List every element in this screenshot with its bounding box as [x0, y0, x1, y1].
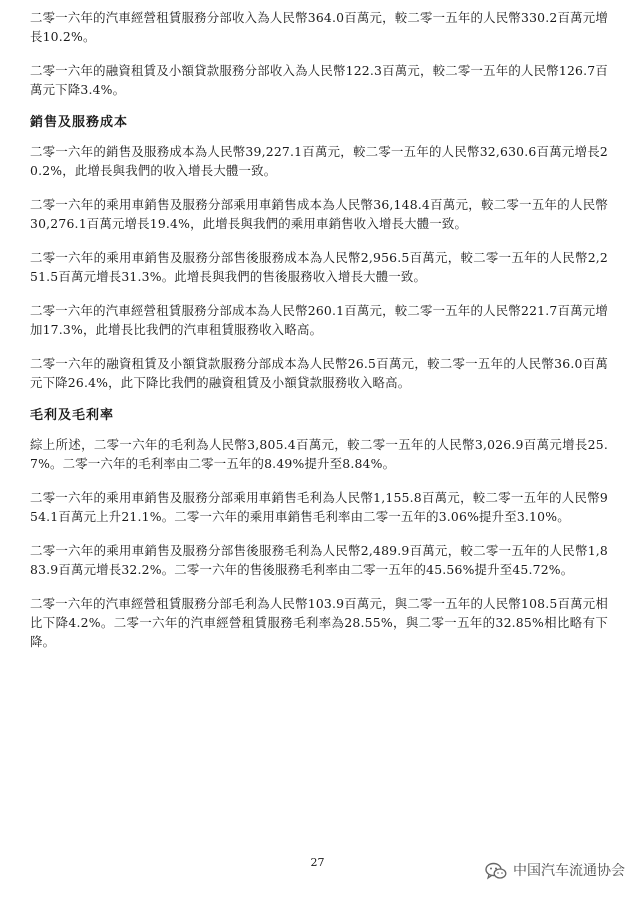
paragraph-cost-finance: 二零一六年的融資租賃及小額貸款服務分部成本為人民幣26.5百萬元，較二零一五年的人民幣36.0百萬元下降26.4%，此下降比我們的融資租賃及小額貸款服務收入略高。: [30, 356, 608, 390]
section-heading-margin: 毛利及毛利率: [30, 408, 115, 423]
paragraph-margin-aftersales: 二零一六年的乘用車銷售及服務分部售後服務毛利為人民幣2,489.9百萬元，較二零一五年的人民幣1,883.9百萬元增長32.2%。二零一六年的售後服務毛利率由二零一五年的45.56%提升至45.72%。: [30, 543, 608, 577]
paragraph-margin-total: 綜上所述，二零一六年的毛利為人民幣3,805.4百萬元，較二零一五年的人民幣3,026.9百萬元增長25.7%。二零一六年的毛利率由二零一五年的8.49%提升至8.84%。: [30, 437, 608, 471]
watermark-text: 中国汽车流通协会: [513, 863, 625, 879]
section-heading-cost: 銷售及服務成本: [30, 115, 129, 130]
paragraph-margin-leasing: 二零一六年的汽車經營租賃服務分部毛利為人民幣103.9百萬元，與二零一五年的人民幣108.5百萬元相比下降4.2%。二零一六年的汽車經營租賃服務毛利率為28.55%，與二零一五年的32.85%相比略有下降。: [30, 596, 608, 649]
paragraph-finance-revenue: 二零一六年的融資租賃及小額貸款服務分部收入為人民幣122.3百萬元，較二零一五年的人民幣126.7百萬元下降3.4%。: [30, 63, 608, 97]
page-number: 27: [310, 856, 325, 869]
document-body: [30, 8, 608, 666]
paragraph-cost-vehicle-sales: 二零一六年的乘用車銷售及服務分部乘用車銷售成本為人民幣36,148.4百萬元，較二零一五年的人民幣30,276.1百萬元增長19.4%，此增長與我們的乘用車銷售收入增長大體一致。: [30, 197, 608, 231]
paragraph-margin-vehicle-sales: 二零一六年的乘用車銷售及服務分部乘用車銷售毛利為人民幣1,155.8百萬元，較二零一五年的人民幣954.1百萬元上升21.1%。二零一六年的乘用車銷售毛利率由二零一五年的3.06%提升至3.10%。: [30, 490, 608, 524]
paragraph-leasing-revenue: 二零一六年的汽車經營租賃服務分部收入為人民幣364.0百萬元，較二零一五年的人民幣330.2百萬元增長10.2%。: [30, 10, 608, 44]
paragraph-cost-leasing: 二零一六年的汽車經營租賃服務分部成本為人民幣260.1百萬元，較二零一五年的人民幣221.7百萬元增加17.3%，此增長比我們的汽車租賃服務收入略高。: [30, 303, 608, 337]
paragraph-cost-aftersales: 二零一六年的乘用車銷售及服務分部售後服務成本為人民幣2,956.5百萬元，較二零一五年的人民幣2,251.5百萬元增長31.3%。此增長與我們的售後服務收入增長大體一致。: [30, 250, 608, 284]
wechat-watermark: [485, 862, 625, 880]
wechat-icon: [485, 862, 507, 880]
paragraph-cost-total: 二零一六年的銷售及服務成本為人民幣39,227.1百萬元，較二零一五年的人民幣32,630.6百萬元增長20.2%，此增長與我們的收入增長大體一致。: [30, 144, 608, 178]
